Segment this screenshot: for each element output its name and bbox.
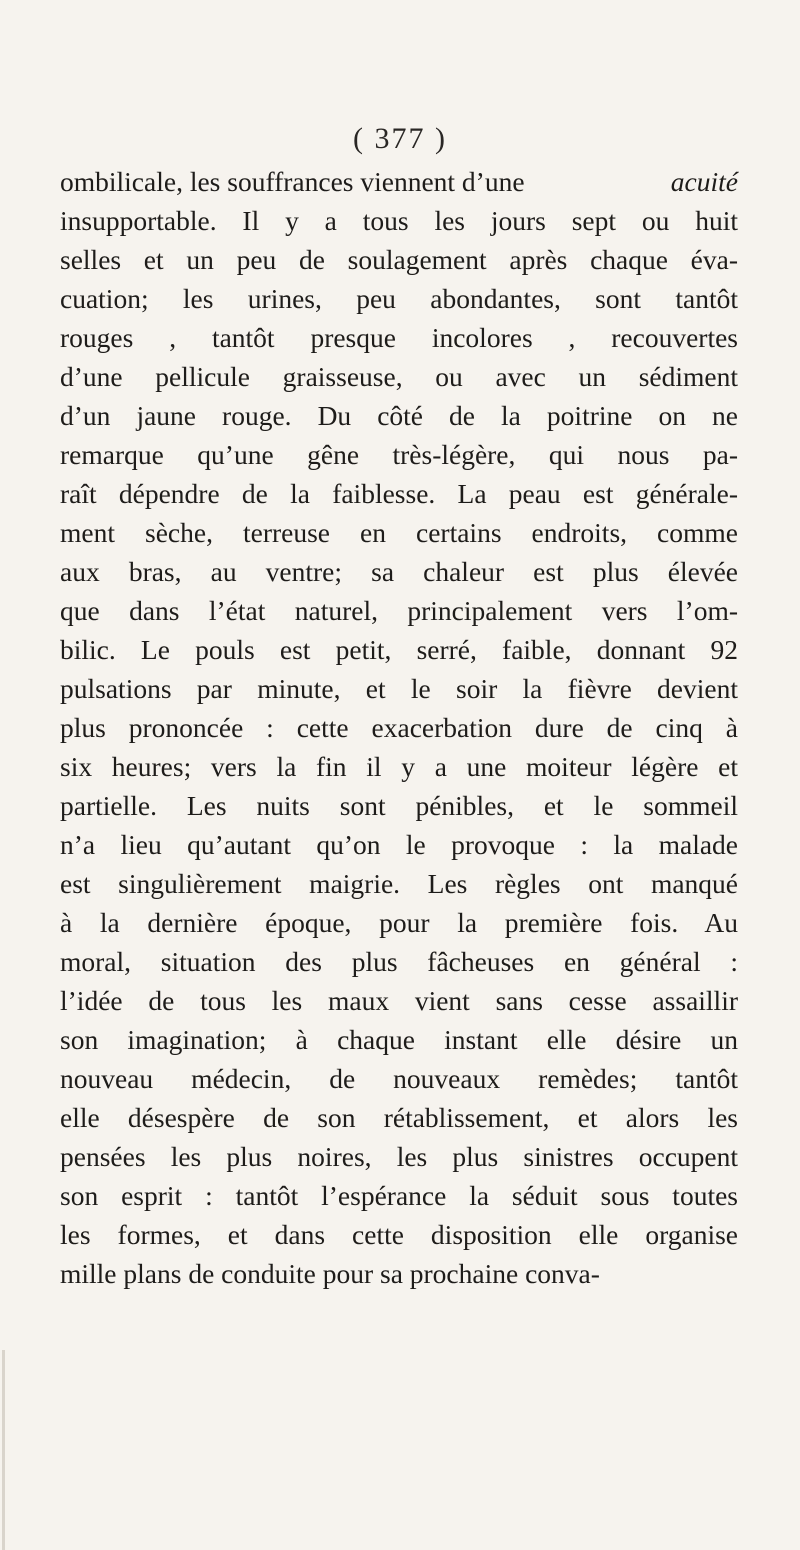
text-line-20: à la dernière époque, pour la première fois. Au: [60, 907, 738, 938]
page-number: ( 377 ): [353, 122, 447, 155]
text-line-7: d’un jaune rouge. Du côté de la poitrine on ne: [60, 400, 738, 431]
text-line-4: cuation; les urines, peu abondantes, sont tantôt: [60, 283, 738, 314]
text-line-19: est singulièrement maigrie. Les règles ont manqué: [60, 868, 738, 899]
text-line-9: raît dépendre de la faiblesse. La peau est générale-: [60, 478, 738, 509]
text-line-16: six heures; vers la fin il y a une moiteur légère et: [60, 751, 738, 782]
text-line-23: son imagination; à chaque instant elle désire un: [60, 1024, 738, 1055]
text-line-8: remarque qu’une gêne très-légère, qui nous pa-: [60, 439, 738, 470]
text-line-18: n’a lieu qu’autant qu’on le provoque : la malade: [60, 829, 738, 860]
text-line-14: pulsations par minute, et le soir la fièvre devient: [60, 673, 738, 704]
text-line-25: elle désespère de son rétablissement, et alors les: [60, 1102, 738, 1133]
text-line-1-main: ombilicale, les souffrances viennent d’une: [60, 166, 525, 197]
text-line-15: plus prononcée : cette exacerbation dure de cinq à: [60, 712, 738, 743]
text-line-3: selles et un peu de soulagement après chaque éva-: [60, 244, 738, 275]
text-line-24: nouveau médecin, de nouveaux remèdes; tantôt: [60, 1063, 738, 1094]
text-line-26: pensées les plus noires, les plus sinistres occupent: [60, 1141, 738, 1172]
text-line-1-italic: acuité: [670, 166, 738, 197]
text-line-28: les formes, et dans cette disposition elle organise: [60, 1219, 738, 1250]
text-line-13: bilic. Le pouls est petit, serré, faible, donnant 92: [60, 634, 738, 665]
text-line-21: moral, situation des plus fâcheuses en général :: [60, 946, 738, 977]
text-line-27: son esprit : tantôt l’espérance la séduit sous toutes: [60, 1180, 738, 1211]
text-line-6: d’une pellicule graisseuse, ou avec un sédiment: [60, 361, 738, 392]
text-line-12: que dans l’état naturel, principalement vers l’om-: [60, 595, 738, 626]
text-line-17: partielle. Les nuits sont pénibles, et le sommeil: [60, 790, 738, 821]
text-line-29: mille plans de conduite pour sa prochaine conva-: [60, 1258, 600, 1289]
text-line-10: ment sèche, terreuse en certains endroits, comme: [60, 517, 738, 548]
text-line-2: insupportable. Il y a tous les jours sept ou huit: [60, 205, 738, 236]
body-text: [60, 162, 738, 1293]
text-line-22: l’idée de tous les maux vient sans cesse assaillir: [60, 985, 738, 1016]
text-line-1: [60, 162, 738, 201]
text-line-11: aux bras, au ventre; sa chaleur est plus élevée: [60, 556, 738, 587]
text-line-5: rouges , tantôt presque incolores , recouvertes: [60, 322, 738, 353]
page-edge-shadow: [2, 1350, 5, 1550]
